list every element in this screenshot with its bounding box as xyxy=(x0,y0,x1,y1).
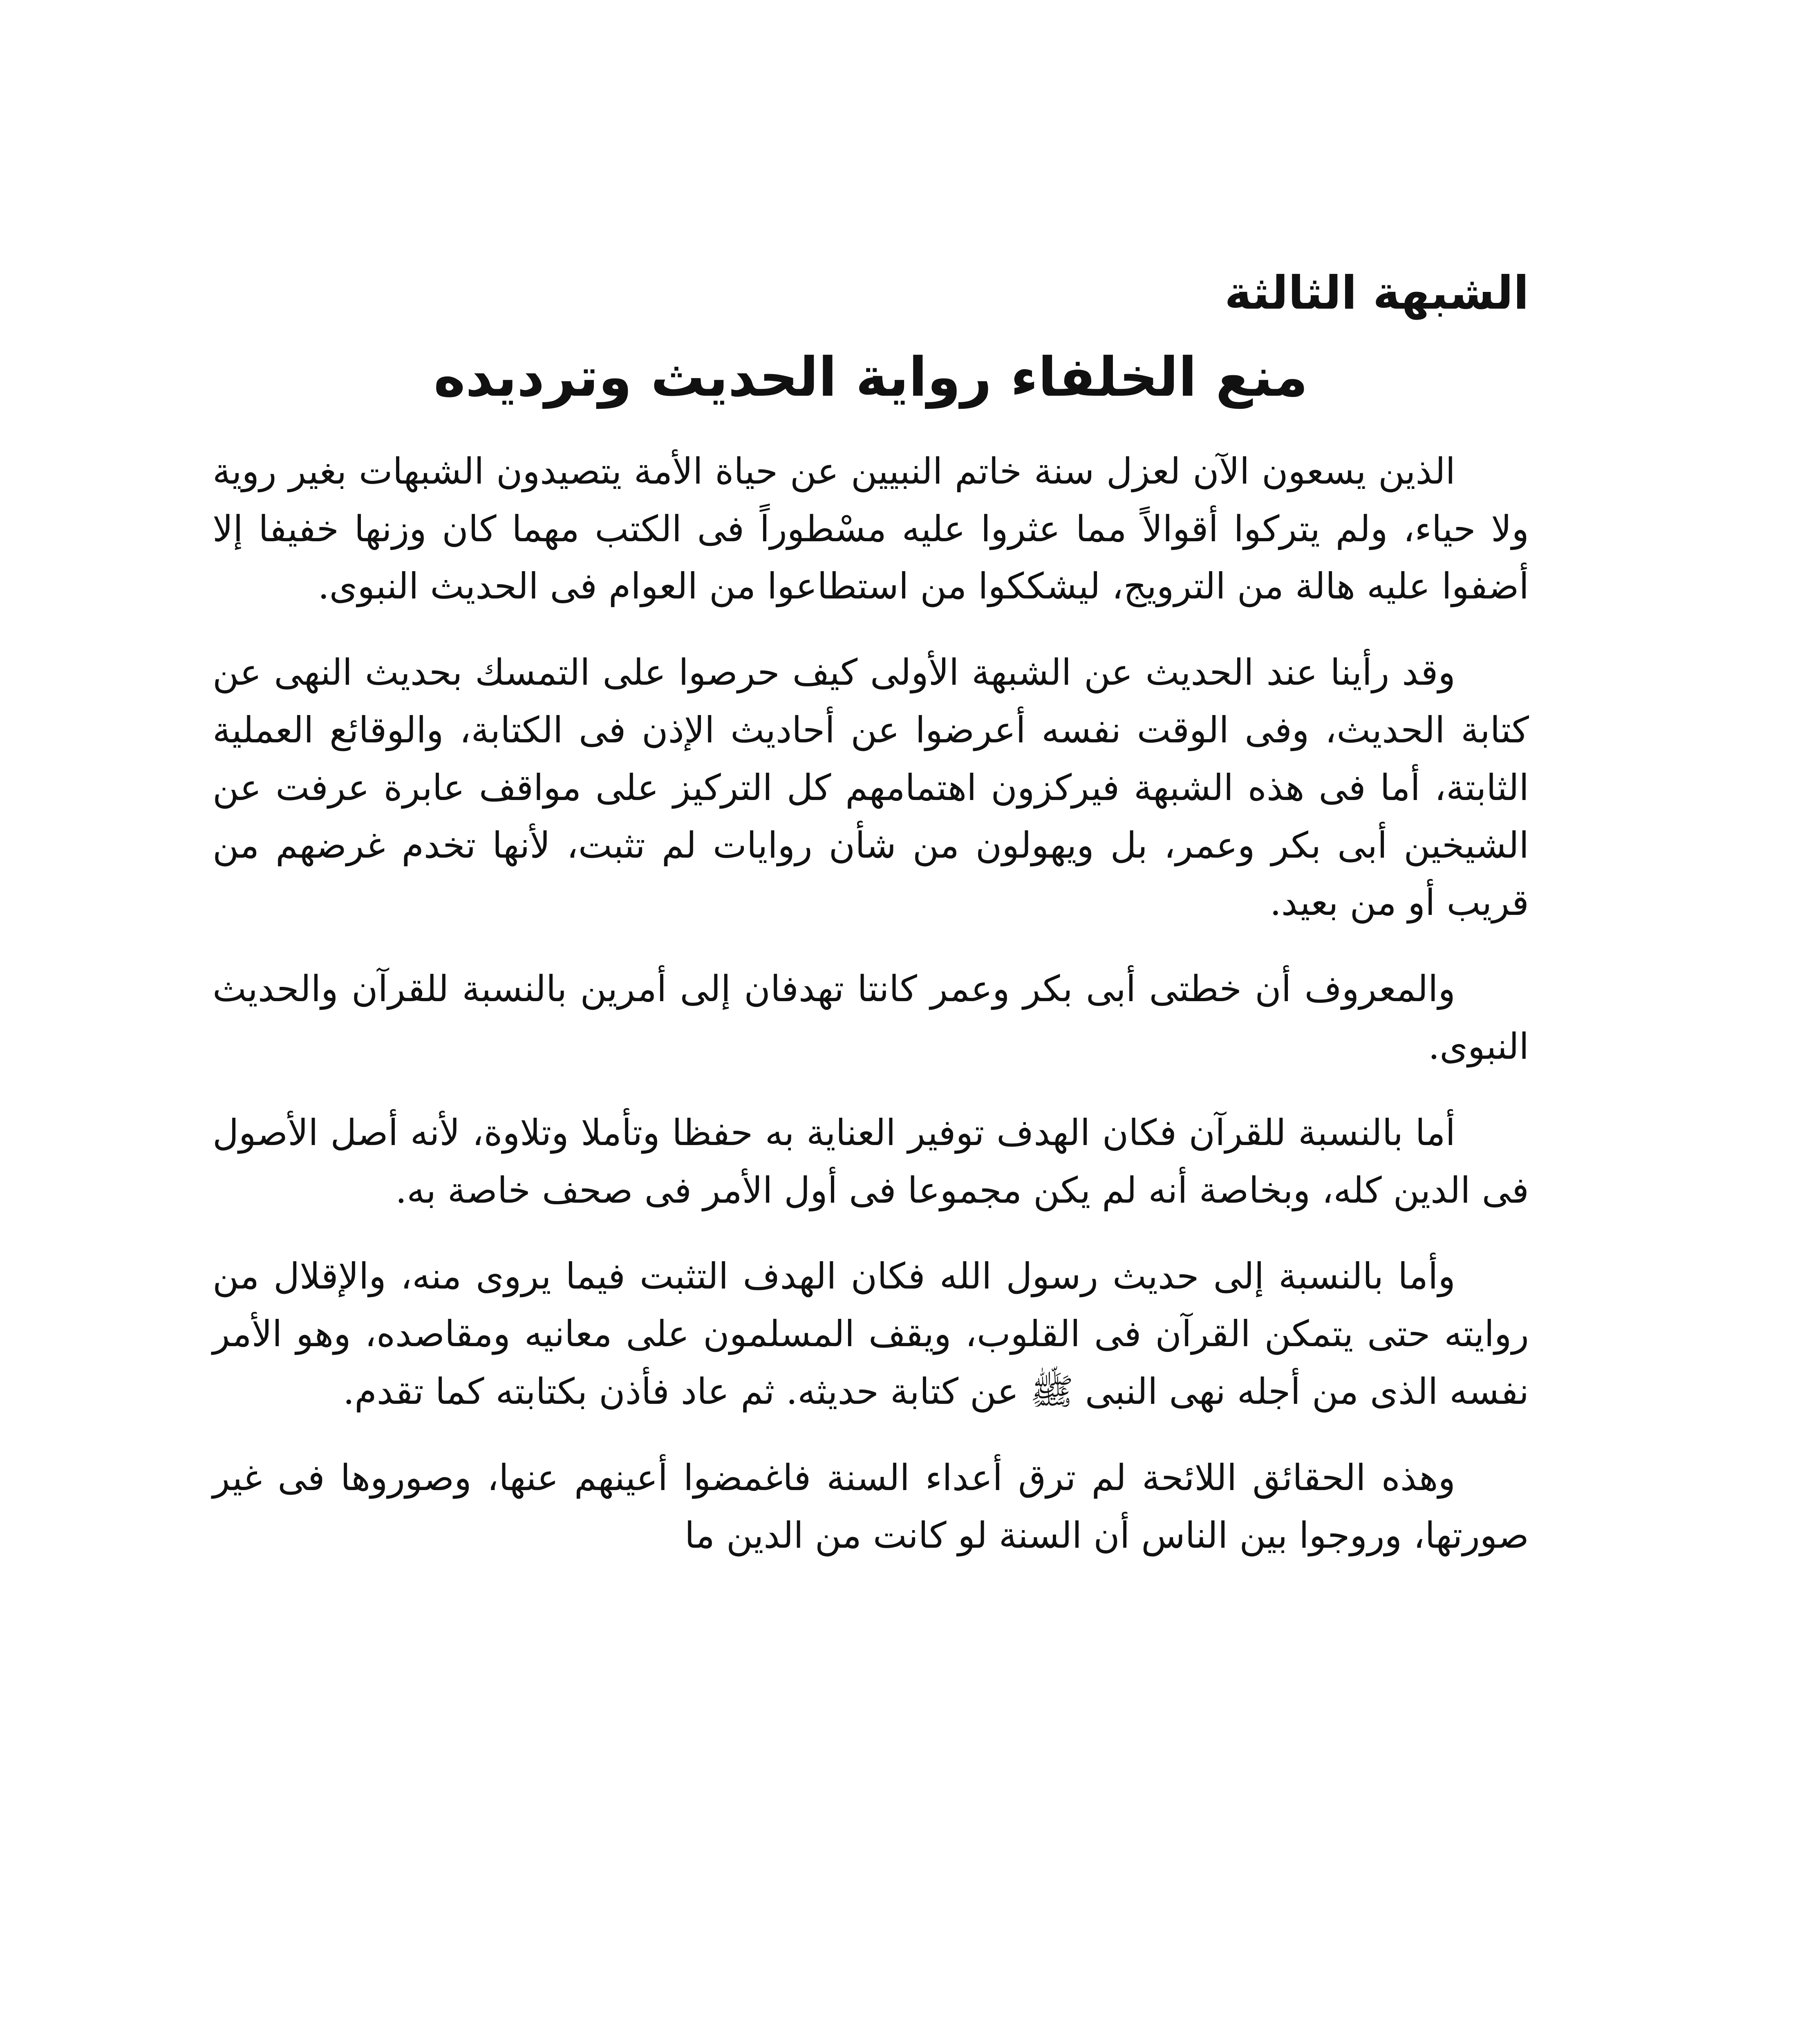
page-content xyxy=(213,266,1529,1593)
chapter-title: منع الخلفاء رواية الحديث وترديده xyxy=(433,346,1308,409)
body-paragraph: والمعروف أن خطتى أبى بكر وعمر كانتا تهدفان إلى أمرين بالنسبة للقرآن والحديث النبوى. xyxy=(213,968,1529,1067)
body-paragraph: وأما بالنسبة إلى حديث رسول الله فكان الهدف التثبت فيما يروى منه، والإقلال من روايته حتى يتمكن القرآن فى القلوب، ويقف المسلمون على معانيه ومقاصده، وهو الأمر نفسه الذى من أجله نهى النبى ﷺ عن كتابة حديثه. ثم عاد فأذن بكتابته كما تقدم. xyxy=(213,1255,1529,1412)
chapter-heading: الشبهة الثالثة xyxy=(1224,267,1529,320)
body-paragraph: وهذه الحقائق اللائحة لم ترق أعداء السنة فاغمضوا أعينهم عنها، وصوروها فى غير صورتها، وروجوا بين الناس أن السنة لو كانت من الدين ما xyxy=(213,1456,1529,1556)
body-paragraph: أما بالنسبة للقرآن فكان الهدف توفير العناية به حفظا وتأملا وتلاوة، لأنه أصل الأصول فى الدين كله، وبخاصة أنه لم يكن مجموعا فى أول الأمر فى صحف خاصة به. xyxy=(213,1111,1529,1211)
body-paragraph: الذين يسعون الآن لعزل سنة خاتم النبيين عن حياة الأمة يتصيدون الشبهات بغير روية ولا حياء، ولم يتركوا أقوالاً مما عثروا عليه مسْطوراً فى الكتب مهما كان وزنها خفيفا إلا أضفوا عليه هالة من الترويج، ليشككوا من استطاعوا من العوام فى الحديث النبوى. xyxy=(213,450,1529,607)
body-paragraph: وقد رأينا عند الحديث عن الشبهة الأولى كيف حرصوا على التمسك بحديث النهى عن كتابة الحديث، وفى الوقت نفسه أعرضوا عن أحاديث الإذن فى الكتابة، والوقائع العملية الثابتة، أما فى هذه الشبهة فيركزون اهتمامهم كل التركيز على مواقف عابرة عرفت عن الشيخين أبى بكر وعمر، بل ويهولون من شأن روايات لم تثبت، لأنها تخدم غرضهم من قريب أو من بعيد. xyxy=(213,651,1529,924)
